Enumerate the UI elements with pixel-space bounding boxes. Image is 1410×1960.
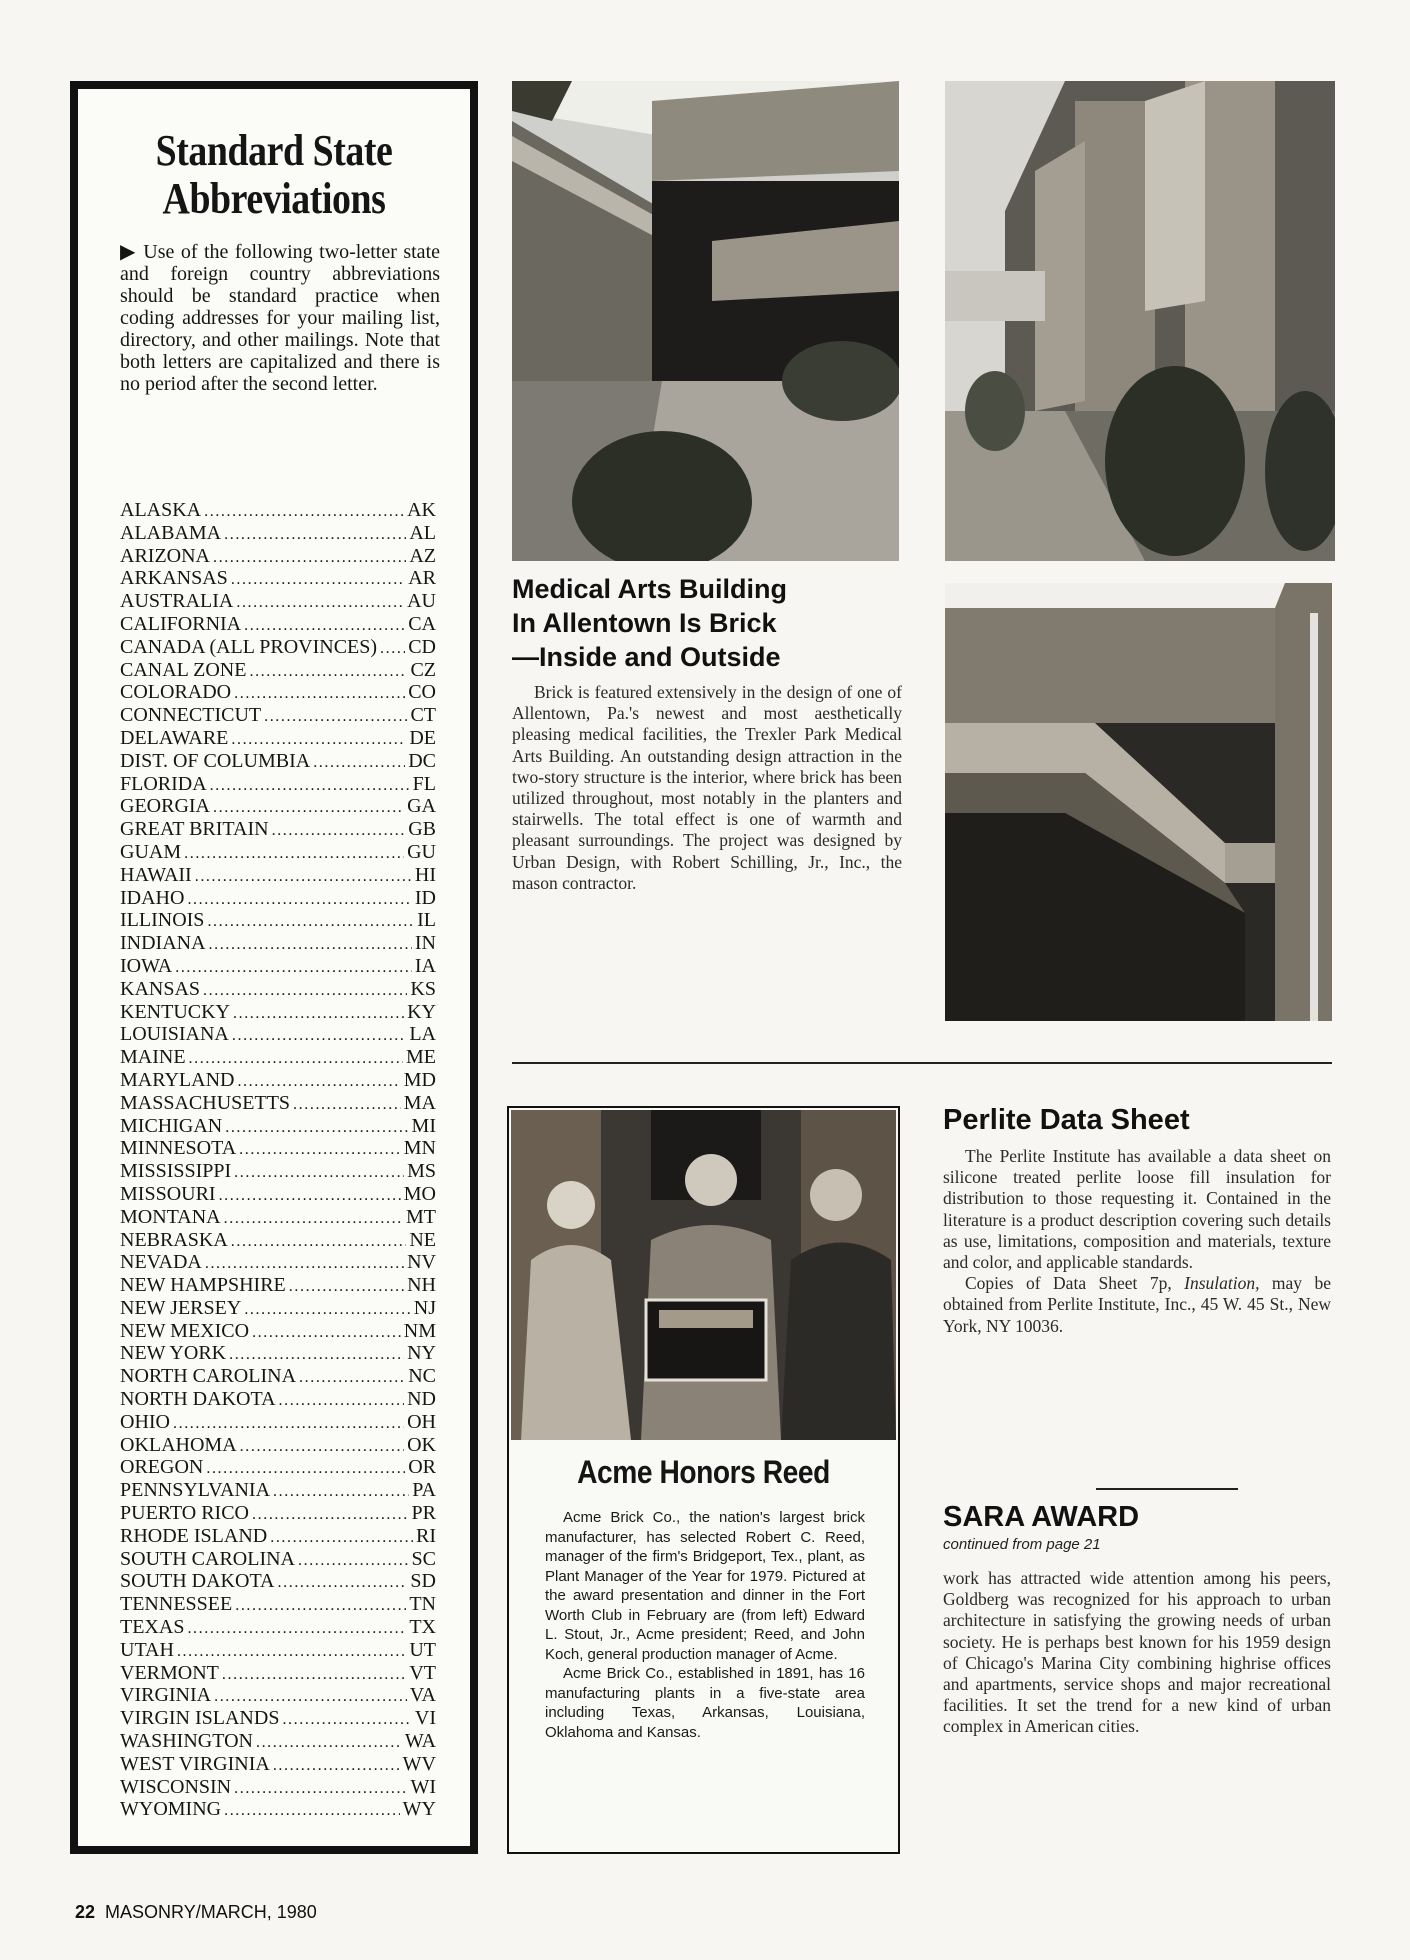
abbreviation-row [120, 1046, 436, 1069]
state-name: SOUTH DAKOTA [120, 1570, 275, 1593]
abbreviation-row [120, 1548, 436, 1571]
state-name: AUSTRALIA [120, 590, 234, 613]
abbreviation-row [120, 1320, 436, 1343]
leader-dots [204, 501, 404, 524]
state-name: PUERTO RICO [120, 1502, 250, 1525]
leader-dots [237, 1071, 400, 1094]
state-name: ALABAMA [120, 521, 222, 544]
leader-dots [234, 1778, 407, 1801]
abbreviation-row [120, 1662, 436, 1685]
state-code: PR [411, 1502, 436, 1525]
state-name: NORTH CAROLINA [120, 1365, 297, 1388]
state-name: CANADA (ALL PROVINCES) [120, 635, 378, 658]
abbreviations-list [120, 499, 436, 1821]
leader-dots [214, 1686, 407, 1709]
state-code: DE [409, 726, 436, 749]
state-name: OREGON [120, 1456, 204, 1479]
state-code: PA [412, 1479, 436, 1502]
state-code: NY [407, 1342, 436, 1365]
page-number: 22 [75, 1902, 96, 1922]
state-code: GA [407, 795, 436, 818]
leader-dots [189, 1048, 403, 1071]
leader-dots [293, 1094, 401, 1117]
state-name: OKLAHOMA [120, 1433, 237, 1456]
abbreviations-title: Standard State Abbreviations [155, 126, 393, 223]
state-code: GU [407, 840, 436, 863]
state-name: IDAHO [120, 886, 185, 909]
state-code: MD [403, 1068, 436, 1091]
abbreviation-row [120, 978, 436, 1001]
abbreviation-row [120, 1251, 436, 1274]
state-name: NEBRASKA [120, 1228, 228, 1251]
state-code: TN [409, 1593, 436, 1616]
leader-dots [175, 957, 412, 980]
state-name: INDIANA [120, 932, 206, 955]
abbreviation-row [120, 1684, 436, 1707]
state-code: NH [407, 1274, 436, 1297]
state-code: DC [408, 749, 436, 772]
state-name: NEW MEXICO [120, 1319, 250, 1342]
abbreviation-row [120, 1115, 436, 1138]
state-name: ALASKA [120, 499, 202, 521]
abbreviation-row [120, 1502, 436, 1525]
leader-dots [313, 752, 405, 775]
state-code: WY [402, 1798, 436, 1821]
state-code: SC [411, 1547, 436, 1570]
state-code: LA [409, 1023, 436, 1046]
abbreviations-intro: ▶ Use of the following two-letter state and foreign country abbreviations should be standard practice when coding addresses for your mailing list, directory, and other mailings. Note that both letters are capitalized and there is no period after the second letter. [120, 241, 440, 395]
abbreviation-row [120, 1297, 436, 1320]
state-name: NEW JERSEY [120, 1296, 242, 1319]
abbreviation-row [120, 704, 436, 727]
state-code: NM [403, 1319, 436, 1342]
state-code: WA [404, 1730, 436, 1753]
leader-dots [207, 911, 414, 934]
leader-dots [213, 797, 404, 820]
state-name: RHODE ISLAND [120, 1524, 268, 1547]
leader-dots [219, 1185, 401, 1208]
abbreviations-box [70, 81, 478, 1854]
state-name: MICHIGAN [120, 1114, 223, 1137]
sara-rule [1096, 1488, 1238, 1490]
leader-dots [213, 547, 406, 570]
abbreviation-row [120, 590, 436, 613]
medical-building-photo-courtyard [512, 81, 899, 561]
abbreviation-row [120, 1092, 436, 1115]
abbreviation-row [120, 1023, 436, 1046]
leader-dots [205, 1253, 404, 1276]
medical-building-photo-facade [945, 81, 1335, 561]
state-code: AU [407, 590, 436, 613]
leader-dots [289, 1276, 404, 1299]
abbreviation-row [120, 932, 436, 955]
state-code: VT [409, 1661, 436, 1684]
leader-dots [177, 1641, 406, 1664]
abbreviation-row [120, 1616, 436, 1639]
state-code: KS [410, 977, 436, 1000]
leader-dots [232, 1025, 406, 1048]
leader-dots [203, 980, 407, 1003]
abbreviation-row [120, 1206, 436, 1229]
abbreviation-row [120, 636, 436, 659]
abbreviation-row [120, 1798, 436, 1821]
state-code: TX [409, 1616, 436, 1639]
leader-dots [249, 661, 407, 684]
state-name: ARKANSAS [120, 567, 228, 590]
leader-dots [244, 615, 405, 638]
state-code: NE [409, 1228, 436, 1251]
state-name: NEVADA [120, 1251, 202, 1274]
abbreviation-row [120, 955, 436, 978]
leader-dots [187, 889, 411, 912]
state-name: GUAM [120, 840, 182, 863]
leader-dots [279, 1390, 405, 1413]
state-code: NC [408, 1365, 436, 1388]
state-name: VERMONT [120, 1661, 219, 1684]
abbreviation-row [120, 1229, 436, 1252]
leader-dots [173, 1413, 404, 1436]
state-code: MT [406, 1205, 436, 1228]
abbreviation-row [120, 1137, 436, 1160]
abbreviation-row [120, 773, 436, 796]
abbreviation-row [120, 1434, 436, 1457]
state-name: PENNSYLVANIA [120, 1479, 271, 1502]
state-name: FLORIDA [120, 772, 207, 795]
leader-dots [231, 1231, 407, 1254]
state-code: VA [409, 1684, 436, 1707]
state-code: WV [402, 1752, 436, 1775]
state-name: DELAWARE [120, 726, 229, 749]
state-code: WI [410, 1775, 436, 1798]
leader-dots [273, 1481, 409, 1504]
state-code: MS [407, 1160, 436, 1183]
state-name: ARIZONA [120, 544, 210, 567]
state-name: MARYLAND [120, 1068, 235, 1091]
leader-dots [239, 1139, 401, 1162]
state-code: GB [408, 818, 436, 841]
abbreviation-row [120, 1388, 436, 1411]
abbreviation-row [120, 1707, 436, 1730]
sara-continued-note: continued from page 21 [943, 1536, 1101, 1553]
leader-dots [236, 592, 404, 615]
abbreviation-row [120, 841, 436, 864]
leader-dots [184, 843, 404, 866]
abbreviation-row [120, 1183, 436, 1206]
leader-dots [256, 1732, 402, 1755]
leader-dots [224, 1208, 403, 1231]
abbreviation-row [120, 1456, 436, 1479]
state-code: OH [407, 1410, 436, 1433]
state-name: GEORGIA [120, 795, 210, 818]
leader-dots [224, 524, 406, 547]
state-code: OR [408, 1456, 436, 1479]
abbreviation-row [120, 887, 436, 910]
abbreviation-row [120, 864, 436, 887]
perlite-headline: Perlite Data Sheet [943, 1104, 1190, 1136]
state-name: VIRGINIA [120, 1684, 212, 1707]
state-code: SD [410, 1570, 436, 1593]
state-code: AZ [409, 544, 436, 567]
abbreviation-row [120, 681, 436, 704]
abbreviation-row [120, 1411, 436, 1434]
state-code: HI [414, 863, 436, 886]
leader-dots [298, 1550, 409, 1573]
state-code: KY [407, 1000, 436, 1023]
abbreviation-row [120, 1069, 436, 1092]
state-name: CALIFORNIA [120, 612, 242, 635]
leader-dots [252, 1322, 401, 1345]
state-name: WYOMING [120, 1798, 222, 1821]
state-code: FL [412, 772, 436, 795]
state-name: WASHINGTON [120, 1730, 253, 1753]
state-name: MONTANA [120, 1205, 221, 1228]
state-name: ILLINOIS [120, 909, 205, 932]
leader-dots [252, 1504, 409, 1527]
leader-dots [233, 1003, 404, 1026]
leader-dots [225, 1117, 408, 1140]
abbreviation-row [120, 1639, 436, 1662]
abbreviation-row [120, 1001, 436, 1024]
abbreviation-row [120, 659, 436, 682]
abbreviation-row [120, 1570, 436, 1593]
state-code: AK [407, 499, 436, 521]
state-code: ID [414, 886, 436, 909]
state-name: IOWA [120, 954, 173, 977]
state-code: CT [410, 704, 436, 727]
state-name: CANAL ZONE [120, 658, 247, 681]
abbreviation-row [120, 1274, 436, 1297]
publication-issue: MASONRY/MARCH, 1980 [105, 1902, 317, 1922]
perlite-body: The Perlite Institute has available a data sheet on silicone treated perlite loose fill insulation for distribution to those requesting it. Contained in the literature is a product description covering such details as use, limitations, composition and materials, texture and color, and applicable standards. Copies of Data Sheet 7p, Insulation, may be obtained from Perlite Institute, Inc., 45 W. 45 St., New York, NY 10036. [943, 1146, 1331, 1336]
abbreviation-row [120, 1160, 436, 1183]
state-name: MISSISSIPPI [120, 1160, 232, 1183]
medical-building-photo-stairwell [945, 583, 1332, 1021]
leader-dots [380, 638, 405, 661]
abbreviation-row [120, 1365, 436, 1388]
state-name: MINNESOTA [120, 1137, 237, 1160]
leader-dots [187, 1618, 406, 1641]
state-code: MI [411, 1114, 436, 1137]
state-code: CA [408, 612, 436, 635]
state-code: MA [403, 1091, 436, 1114]
abbreviation-row [120, 1593, 436, 1616]
state-name: UTAH [120, 1638, 174, 1661]
leader-dots [229, 1344, 404, 1367]
state-code: UT [409, 1638, 436, 1661]
leader-dots [234, 683, 405, 706]
state-name: WEST VIRGINIA [120, 1752, 270, 1775]
state-code: NJ [413, 1296, 436, 1319]
abbreviation-row [120, 818, 436, 841]
state-code: AR [408, 567, 436, 590]
state-code: CD [408, 635, 436, 658]
state-code: AL [409, 521, 436, 544]
sara-headline: SARA AWARD [943, 1501, 1140, 1533]
leader-dots [234, 1162, 404, 1185]
state-code: NV [407, 1251, 436, 1274]
state-code: ME [406, 1046, 436, 1069]
state-name: KANSAS [120, 977, 201, 1000]
section-divider [512, 1062, 1332, 1064]
state-name: SOUTH CAROLINA [120, 1547, 295, 1570]
abbreviation-row [120, 522, 436, 545]
state-name: GREAT BRITAIN [120, 818, 269, 841]
state-code: IA [414, 954, 436, 977]
abbreviation-row [120, 1525, 436, 1548]
leader-dots [273, 1755, 400, 1778]
leader-dots [278, 1572, 408, 1595]
medical-arts-body: Brick is featured extensively in the design of one of Allentown, Pa.'s newest and most aesthetically pleasing medical facilities, the Trexler Park Medical Arts Building. An outstanding design attraction in the two-story structure is the interior, where brick has been utilized throughout, most notably in the planters and stairwells. The total effect is one of warmth and pleasant surroundings. The project was designed by Urban Design, with Robert Schilling, Jr., Inc., the mason contractor. [512, 682, 902, 893]
leader-dots [210, 775, 410, 798]
state-name: MAINE [120, 1046, 186, 1069]
acme-body: Acme Brick Co., the nation's largest brick manufacturer, has selected Robert C. Reed, manager of the firm's Bridgeport, Tex., plant, as Plant Manager of the Year for 1979. Pictured at the award presentation and dinner in the Fort Worth Club in February are (from left) Edward L. Stout, Jr., Acme president; Reed, and John Koch, general production manager of Acme. Acme Brick Co., established in 1891, has 16 manufacturing plants in a five-state area including Texas, Arkansas, Louisiana, Oklahoma and Kansas. [545, 1509, 865, 1741]
leader-dots [231, 569, 405, 592]
state-name: NORTH DAKOTA [120, 1388, 276, 1411]
abbreviation-row [120, 795, 436, 818]
state-code: IL [417, 909, 436, 932]
state-code: RI [416, 1524, 436, 1547]
state-code: IN [414, 932, 436, 955]
leader-dots [272, 820, 406, 843]
state-code: CO [408, 681, 436, 704]
state-name: HAWAII [120, 863, 192, 886]
sara-body: work has attracted wide attention among his peers, Goldberg was recognized for his approach to urban architecture in satisfying the growing needs of urban society. He is perhaps best known for his 1959 design of Chicago's Marina City combining highrise offices and apartments, service shops and major recreational facilities. It set the trend for a new kind of urban complex in American cities. [943, 1568, 1331, 1737]
leader-dots [209, 934, 412, 957]
abbreviation-row [120, 1342, 436, 1365]
state-name: VIRGIN ISLANDS [120, 1707, 280, 1730]
leader-dots [235, 1595, 406, 1618]
state-name: COLORADO [120, 681, 232, 704]
leader-dots [231, 729, 406, 752]
abbreviation-row [120, 613, 436, 636]
state-name: TENNESSEE [120, 1593, 233, 1616]
abbreviation-row [120, 567, 436, 590]
state-name: KENTUCKY [120, 1000, 230, 1023]
state-code: ND [407, 1388, 436, 1411]
abbreviation-row [120, 499, 436, 522]
state-name: MASSACHUSETTS [120, 1091, 291, 1114]
leader-dots [224, 1800, 400, 1823]
acme-box [507, 1106, 900, 1854]
state-code: VI [414, 1707, 436, 1730]
state-name: DIST. OF COLUMBIA [120, 749, 311, 772]
abbreviation-row [120, 1753, 436, 1776]
state-code: CZ [410, 658, 436, 681]
leader-dots [264, 706, 407, 729]
abbreviation-row [120, 1776, 436, 1799]
leader-dots [222, 1664, 406, 1687]
abbreviation-row [120, 909, 436, 932]
state-name: LOUISIANA [120, 1023, 229, 1046]
abbreviation-row [120, 727, 436, 750]
state-name: NEW HAMPSHIRE [120, 1274, 286, 1297]
award-presentation-photo [511, 1110, 896, 1440]
leader-dots [244, 1299, 410, 1322]
leader-dots [270, 1527, 413, 1550]
leader-dots [195, 866, 412, 889]
page-footer [75, 1902, 317, 1923]
state-name: MISSOURI [120, 1182, 216, 1205]
acme-headline: Acme Honors Reed [577, 1454, 830, 1490]
abbreviation-row [120, 750, 436, 773]
state-code: MO [403, 1182, 436, 1205]
abbreviation-row [120, 1730, 436, 1753]
abbreviation-row [120, 1479, 436, 1502]
leader-dots [240, 1436, 404, 1459]
state-code: OK [407, 1433, 436, 1456]
abbreviation-row [120, 545, 436, 568]
state-name: CONNECTICUT [120, 704, 262, 727]
state-name: WISCONSIN [120, 1775, 232, 1798]
leader-dots [206, 1458, 405, 1481]
leader-dots [299, 1367, 405, 1390]
state-code: MN [403, 1137, 436, 1160]
state-name: TEXAS [120, 1616, 185, 1639]
medical-arts-headline: Medical Arts Building In Allentown Is Brick —Inside and Outside [512, 574, 788, 672]
state-name: NEW YORK [120, 1342, 227, 1365]
state-name: OHIO [120, 1410, 170, 1433]
leader-dots [282, 1709, 411, 1732]
